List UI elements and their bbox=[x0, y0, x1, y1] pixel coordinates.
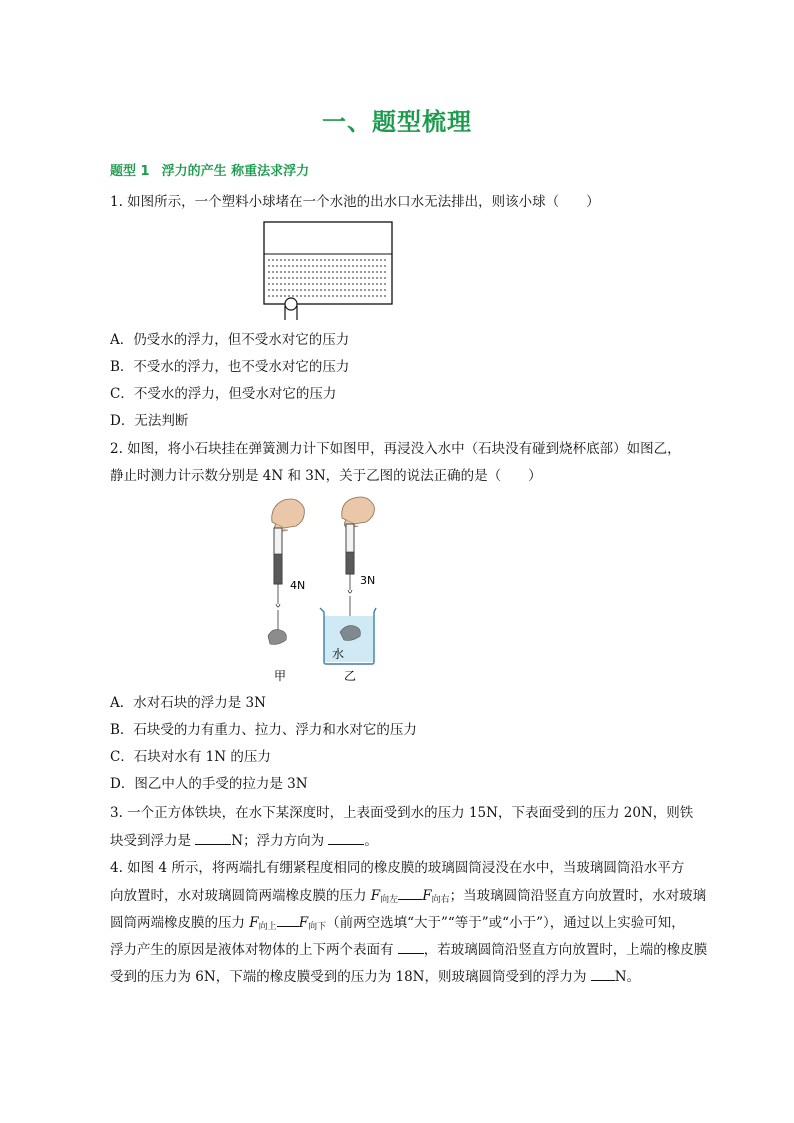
q4-sub-up: 向上 bbox=[258, 922, 277, 932]
page-title: 一、题型梳理 bbox=[322, 108, 472, 136]
q2-option-c: C．石块对水有 1N 的压力 bbox=[110, 749, 271, 765]
q4-blank-3[interactable] bbox=[398, 939, 424, 954]
q4-sub-right: 向右 bbox=[431, 895, 450, 905]
q2-stem-line2: 静止时测力计示数分别是 4N 和 3N，关于乙图的说法正确的是（ ） bbox=[110, 468, 542, 484]
q1-option-c: C．不受水的浮力，但受水对它的压力 bbox=[110, 386, 337, 402]
q4-f-left: F bbox=[370, 888, 381, 904]
q4-text-4b: ，若玻璃圆筒沿竖直方向放置时，上端的橡皮膜 bbox=[423, 942, 708, 958]
reading-left: 4N bbox=[290, 579, 306, 592]
q1-stem: 1. 如图所示，一个塑料小球堵在一个水池的出水口水无法排出，则该小球（ ） bbox=[110, 194, 600, 210]
stone-left bbox=[268, 630, 286, 645]
q2-option-a: A．水对石块的浮力是 3N bbox=[110, 695, 266, 711]
q1-option-a: A．仍受水的浮力，但不受水对它的压力 bbox=[110, 332, 350, 348]
label-jia: 甲 bbox=[274, 669, 287, 683]
q3-blank-direction[interactable] bbox=[328, 830, 364, 845]
q4-line1: 4. 如图 4 所示，将两端扎有绷紧程度相同的橡皮膜的玻璃圆筒浸没在水中，当玻璃圆筒沿水平方 bbox=[110, 860, 685, 876]
hand-left-icon bbox=[272, 499, 305, 532]
q4-text-2a: 向放置时，水对玻璃圆筒两端橡皮膜的压力 bbox=[110, 888, 371, 904]
q4-blank-4[interactable] bbox=[591, 966, 615, 981]
reading-right: 3N bbox=[360, 574, 376, 587]
q4-text-3b: （前两空选填“大于”“等于”或“小于”），通过以上实验可知， bbox=[326, 915, 685, 931]
q3-text-c: 。 bbox=[364, 833, 378, 849]
q4-f-up: F bbox=[249, 915, 259, 931]
q2-figure-spring-scales bbox=[258, 494, 408, 689]
q4-line4 bbox=[110, 939, 707, 960]
q1-option-b: B．不受水的浮力，也不受水对它的压力 bbox=[110, 359, 350, 375]
q4-line3 bbox=[110, 912, 685, 937]
q3-line2 bbox=[110, 830, 378, 851]
q4-blank-1[interactable] bbox=[398, 885, 422, 900]
q4-text-3a: 圆筒两端橡皮膜的压力 bbox=[110, 915, 250, 931]
q2-option-b: B．石块受的力有重力、拉力、浮力和水对它的压力 bbox=[110, 722, 417, 738]
q4-sub-left: 向左 bbox=[380, 895, 399, 905]
section-topic: 浮力的产生 称重法求浮力 bbox=[161, 164, 310, 179]
q3-text-a: 块受到浮力是 bbox=[110, 833, 196, 849]
q4-text-5a: 受到的压力为 6N，下端的橡皮膜受到的压力为 18N，则玻璃圆筒受到的浮力为 bbox=[110, 969, 591, 985]
q4-f-right: F bbox=[422, 888, 432, 904]
hand-right-icon bbox=[342, 497, 375, 528]
q4-f-down: F bbox=[298, 915, 309, 931]
q2-option-d: D．图乙中人的手受的拉力是 3N bbox=[110, 776, 308, 792]
q1-option-d: D．无法判断 bbox=[110, 413, 189, 429]
section-heading bbox=[110, 160, 321, 179]
q3-text-b: N；浮力方向为 bbox=[231, 833, 329, 849]
label-yi: 乙 bbox=[344, 669, 357, 683]
q4-text-4a: 浮力产生的原因是液体对物体的上下两个表面有 bbox=[110, 942, 398, 958]
water-label: 水 bbox=[332, 647, 345, 661]
q3-blank-buoyancy[interactable] bbox=[195, 830, 231, 845]
q4-line5 bbox=[110, 966, 640, 987]
q2-stem-line1: 2. 如图，将小石块挂在弹簧测力计下如图甲，再浸没入水中（石块没有碰到烧杯底部）如图乙， bbox=[110, 441, 681, 457]
q4-text-2b: ；当玻璃圆筒沿竖直方向放置时，水对玻璃 bbox=[449, 888, 707, 904]
section-label: 题型 1 bbox=[110, 164, 150, 179]
q4-text-5b: N。 bbox=[614, 969, 641, 985]
q4-line2 bbox=[110, 885, 706, 910]
q3-line1: 3. 一个正方体铁块，在水下某深度时，上表面受到水的压力 15N，下表面受到的压力 20N，则铁 bbox=[110, 805, 694, 821]
q4-sub-down: 向下 bbox=[308, 922, 327, 932]
q4-blank-2[interactable] bbox=[277, 912, 299, 927]
q1-figure-pool bbox=[262, 220, 394, 322]
